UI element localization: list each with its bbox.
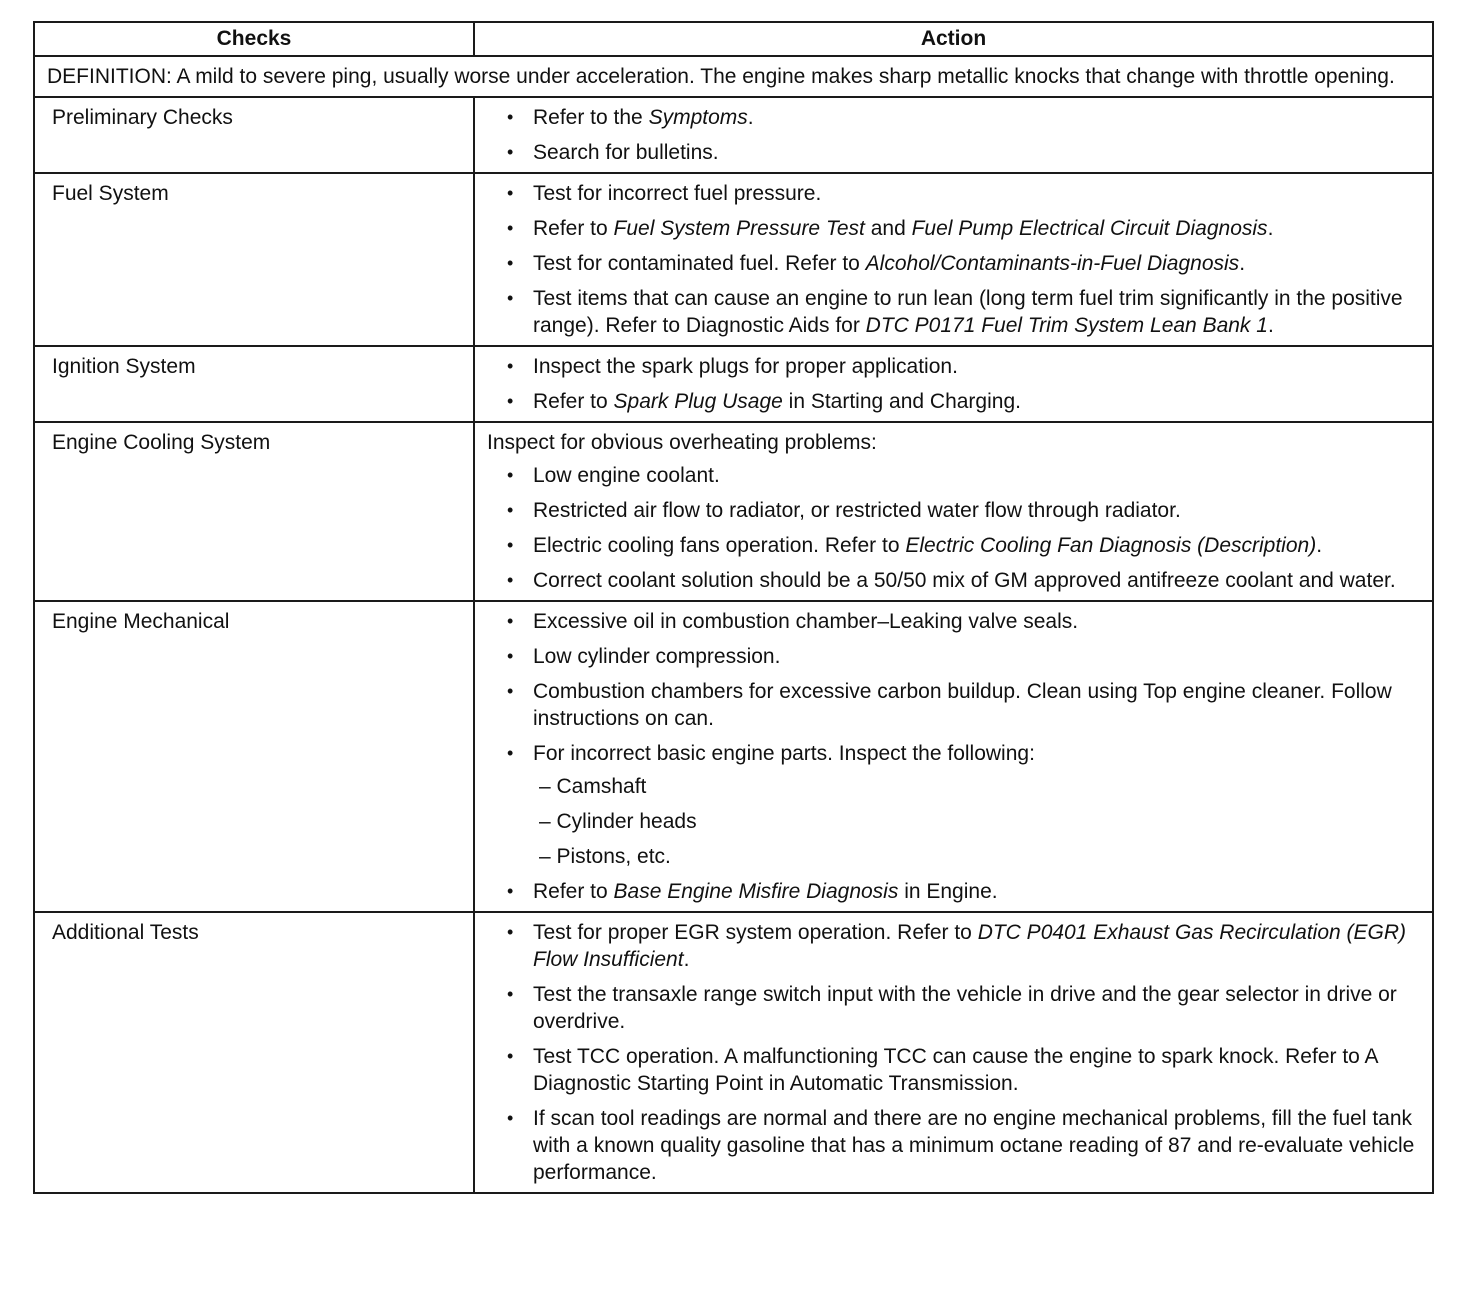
action-item: • Correct coolant solution should be a 50/50 mix of GM approved antifreeze coolant and water. xyxy=(487,567,1422,594)
header-checks: Checks xyxy=(34,22,474,56)
action-item: • Test for incorrect fuel pressure. xyxy=(487,180,1422,207)
action-item: • Test the transaxle range switch input with the vehicle in drive and the gear selector in drive or overdrive. xyxy=(487,981,1422,1035)
check-label: Engine Mechanical xyxy=(34,601,474,912)
reference-link: DTC P0401 Exhaust Gas Recirculation (EGR) Flow Insufficient xyxy=(533,921,1407,971)
reference-link: Spark Plug Usage xyxy=(613,390,783,413)
table-row xyxy=(34,422,1433,601)
action-item: • If scan tool readings are normal and there are no engine mechanical problems, fill the fuel tank with a known quality gasoline that has a minimum octane reading of 87 and re-evaluate vehicle performance. xyxy=(487,1105,1422,1186)
action-item: • Inspect the spark plugs for proper application. xyxy=(487,353,1422,380)
action-item: • Test for contaminated fuel. Refer to Alcohol/Contaminants-in-Fuel Diagnosis. xyxy=(487,250,1422,277)
action-item: • Refer to Fuel System Pressure Test and Fuel Pump Electrical Circuit Diagnosis. xyxy=(487,215,1422,242)
check-label: Fuel System xyxy=(34,173,474,346)
action-item: • Test for proper EGR system operation. Refer to DTC P0401 Exhaust Gas Recirculation (EGR) Flow Insufficient. xyxy=(487,919,1422,973)
action-cell xyxy=(474,912,1433,1193)
header-row xyxy=(34,22,1433,56)
definition-text: DEFINITION: A mild to severe ping, usually worse under acceleration. The engine makes sharp metallic knocks that change with throttle opening. xyxy=(34,56,1433,97)
action-item: • Combustion chambers for excessive carbon buildup. Clean using Top engine cleaner. Follow instructions on can. xyxy=(487,678,1422,732)
action-cell xyxy=(474,346,1433,422)
sub-item: – Pistons, etc. xyxy=(539,845,671,868)
table-row xyxy=(34,173,1433,346)
check-label: Engine Cooling System xyxy=(34,422,474,601)
reference-link: Fuel System Pressure Test xyxy=(613,217,865,240)
definition-row xyxy=(34,56,1433,97)
reference-link: Base Engine Misfire Diagnosis xyxy=(613,880,899,903)
check-label: Ignition System xyxy=(34,346,474,422)
table-row xyxy=(34,346,1433,422)
reference-link: Symptoms xyxy=(648,106,748,129)
action-item: • Refer to Base Engine Misfire Diagnosis in Engine. xyxy=(487,878,1422,905)
check-label: Additional Tests xyxy=(34,912,474,1193)
action-item: • Search for bulletins. xyxy=(487,139,1422,166)
action-item: • For incorrect basic engine parts. Inspect the following: – Camshaft – Cylinder heads – Pistons, etc. xyxy=(487,740,1422,870)
sub-item: – Cylinder heads xyxy=(539,810,697,833)
action-item: • Refer to the Symptoms. xyxy=(487,104,1422,131)
action-item: • Low cylinder compression. xyxy=(487,643,1422,670)
action-cell xyxy=(474,173,1433,346)
spark-knock-diagnosis-table xyxy=(33,21,1434,1194)
action-cell xyxy=(474,97,1433,173)
table-row xyxy=(34,97,1433,173)
reference-link: DTC P0171 Fuel Trim System Lean Bank 1 xyxy=(865,314,1268,337)
action-item: • Electric cooling fans operation. Refer to Electric Cooling Fan Diagnosis (Description). xyxy=(487,532,1422,559)
action-cell xyxy=(474,601,1433,912)
action-item: • Test items that can cause an engine to run lean (long term fuel trim significantly in the positive range). Refer to Diagnostic Aids for DTC P0171 Fuel Trim System Lean Bank 1. xyxy=(487,285,1422,339)
table-row xyxy=(34,912,1433,1193)
reference-link: Fuel Pump Electrical Circuit Diagnosis xyxy=(911,217,1268,240)
action-item: • Test TCC operation. A malfunctioning TCC can cause the engine to spark knock. Refer to A Diagnostic Starting Point in Automatic Transmission. xyxy=(487,1043,1422,1097)
action-item: • Restricted air flow to radiator, or restricted water flow through radiator. xyxy=(487,497,1422,524)
sub-item: – Camshaft xyxy=(539,775,647,798)
action-cell xyxy=(474,422,1433,601)
action-item: • Excessive oil in combustion chamber–Leaking valve seals. xyxy=(487,608,1422,635)
reference-link: Alcohol/Contaminants-in-Fuel Diagnosis xyxy=(865,252,1240,275)
reference-link: Electric Cooling Fan Diagnosis (Description) xyxy=(905,534,1317,557)
header-action: Action xyxy=(474,22,1433,56)
action-item: • Refer to Spark Plug Usage in Starting and Charging. xyxy=(487,388,1422,415)
action-item: • Low engine coolant. xyxy=(487,462,1422,489)
action-intro: Inspect for obvious overheating problems: xyxy=(487,431,877,454)
table-row xyxy=(34,601,1433,912)
check-label: Preliminary Checks xyxy=(34,97,474,173)
